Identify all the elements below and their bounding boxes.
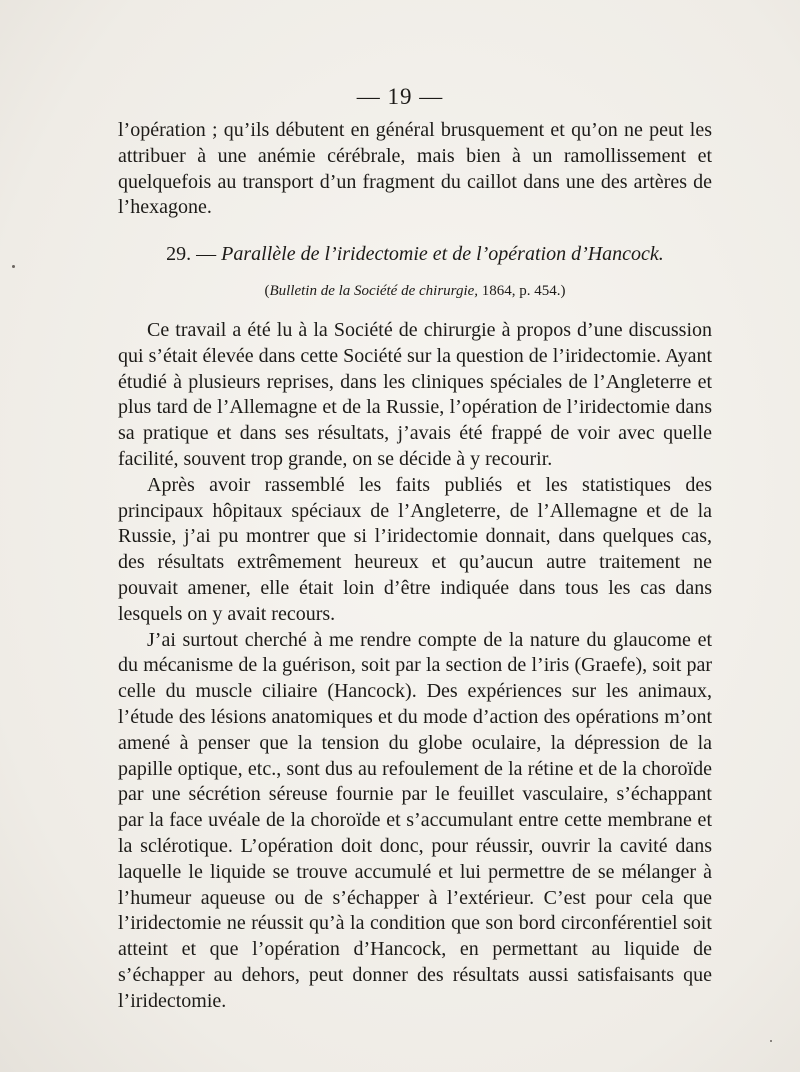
section-number: 29. — <box>166 243 217 265</box>
section-title: Parallèle de l’iridectomie et de l’opération d’Hancock. <box>221 243 664 265</box>
citation-open: ( <box>264 283 270 299</box>
paragraph-3: J’ai surtout cherché à me rendre compte de la nature du glaucome et du mécanisme de la guérison, soit par la section de l’iris (Graefe), soit par celle du muscle ciliaire (Hancock). Des expériences sur les animaux, l’étude des lésions anatomiques et du mode d’action des opérations m’ont amené à penser que la tension du globe oculaire, la dépression de la papille optique, etc., sont dus au refoulement de la rétine et de la choroïde par une sécrétion séreuse fournie par le feuillet vasculaire, s’échappant par la face uvéale de la choroïde et s’accumulant entre cette membrane et la sclérotique. L’opération doit donc, pour réussir, ouvrir la cavité dans laquelle le liquide se trouve accumulé et lui permettre de se mélanger à l’humeur aqueuse ou de s’échapper à l’extérieur. C’est pour cela que l’iridectomie ne réussit qu’à la condition que son bord circonférentiel soit atteint et que l’opération d’Hancock, en permettant au liquide de s’échapper au dehors, peut donner des résultats aussi satisfaisants que l’iridectomie. <box>118 628 712 1012</box>
paragraph-2: Après avoir rassemblé les faits publiés et les statistiques des principaux hôpitaux spéciaux de l’Angleterre, de l’Allemagne et de la Russie, j’ai pu montrer que si l’iridectomie donnait, dans quelques cas, des résultats extrêmement heureux et qu’aucun autre traitement ne pouvait amener, elle était loin d’être indiquée dans tous les cas dans lesquels on y avait recours. <box>118 473 712 625</box>
citation-source: Bulletin de la Société de chirurgie, <box>269 283 479 299</box>
paragraph-1: Ce travail a été lu à la Société de chirurgie à propos d’une discussion qui s’était élevée dans cette Société sur la question de l’iridectomie. Ayant étudié à plusieurs reprises, dans les cliniques spéciales de l’Angleterre et plus tard de l’Allemagne et de la Russie, l’opération de l’iridectomie dans sa pratique et dans ses résultats, j’avais été frappé de voir avec quelle facilité, souvent trop grande, on se décide à y recourir. <box>118 319 712 470</box>
section-citation <box>118 283 712 300</box>
print-speck <box>770 1040 772 1042</box>
section-heading <box>118 243 712 266</box>
intro-paragraph-block <box>118 118 712 221</box>
intro-paragraph: l’opération ; qu’ils débutent en général brusquement et qu’on ne peut les attribuer à une anémie cérébrale, mais bien à un ramollissement et quelquefois au transport d’un fragment du caillot dans une des artères de l’hexagone. <box>118 119 712 219</box>
body-text <box>118 318 712 1015</box>
print-speck <box>12 265 15 268</box>
page-number: — 19 — <box>356 84 444 109</box>
citation-detail: 1864, p. 454.) <box>478 283 566 299</box>
